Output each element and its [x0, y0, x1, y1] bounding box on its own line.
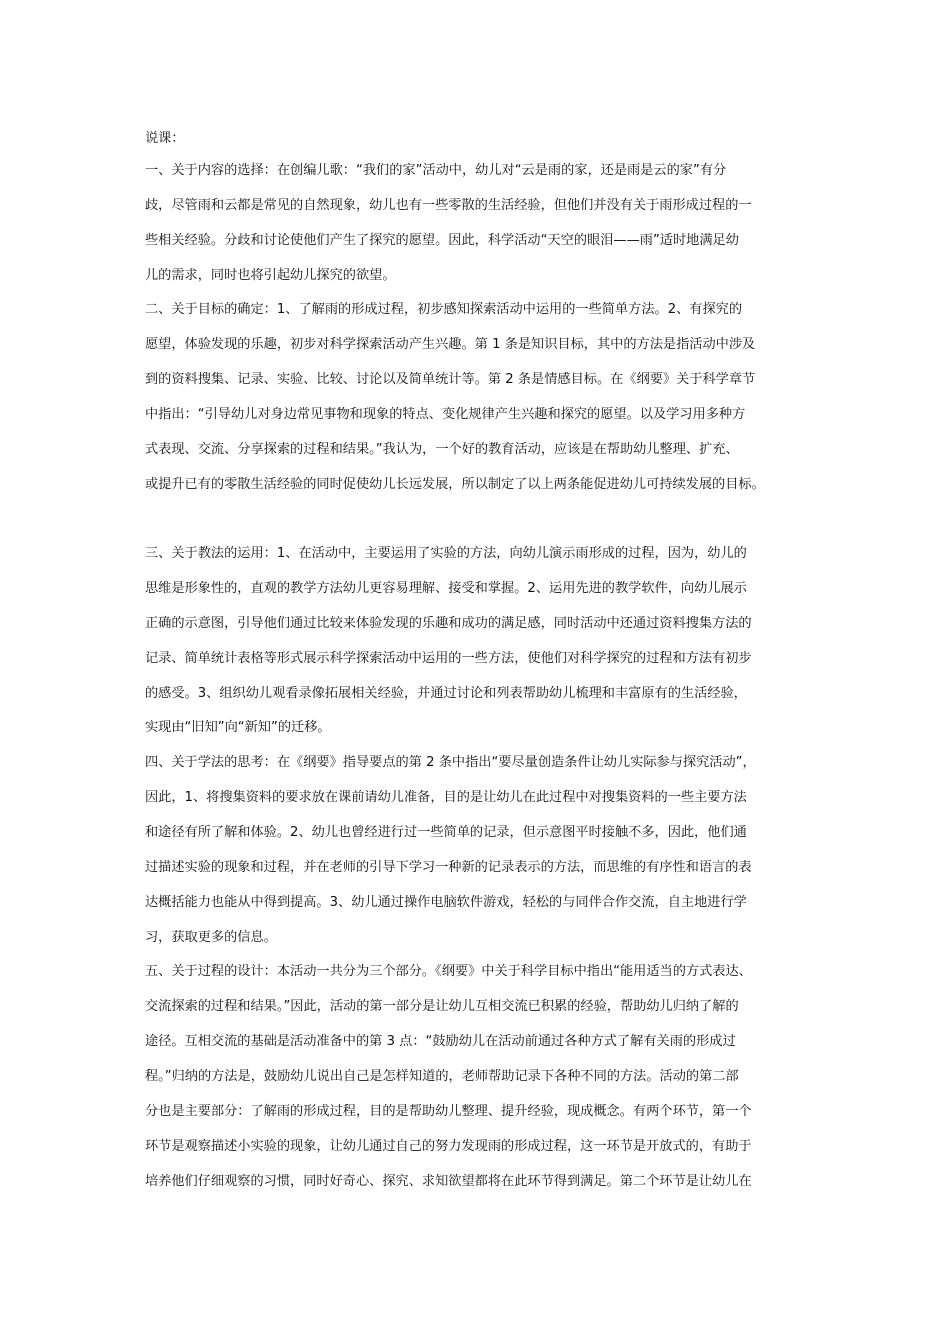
text-line: 中指出：“引导幼儿对身边常见事物和现象的特点、变化规律产生兴趣和探究的愿望。以及学习用多种方	[145, 407, 746, 422]
text-line: 四、关于学法的思考：在《纲要》指导要点的第 2 条中指出“要尽量创造条件让幼儿实际参与探究活动”，	[145, 755, 756, 770]
text-line: 的感受。3、组织幼儿观看录像拓展相关经验，并通过讨论和列表帮助幼儿梳理和丰富原有的生活经验，	[145, 686, 747, 701]
text-line: 交流探索的过程和结果。”因此，活动的第一部分是让幼儿互相交流已积累的经验，帮助幼儿归纳了解的	[145, 999, 739, 1014]
text-line: 途径。互相交流的基础是活动准备中的第 3 点：“鼓励幼儿在活动前通过各种方式了解有关雨的形成过	[145, 1034, 736, 1049]
text-line: 正确的示意图，引导他们通过比较来体验发现的乐趣和成功的满足感，同时活动中还通过资料搜集方法的	[145, 616, 752, 631]
document-heading: 说课：	[145, 131, 185, 146]
text-line: 愿望，体验发现的乐趣，初步对科学探索活动产生兴趣。第 1 条是知识目标，其中的方法是指活动中涉及	[145, 337, 756, 352]
text-line: 些相关经验。分歧和讨论使他们产生了探究的愿望。因此，科学活动“天空的眼泪——雨”适时地满足幼	[145, 233, 739, 248]
text-line: 儿的需求，同时也将引起幼儿探究的欲望。	[145, 268, 396, 283]
text-line: 习，获取更多的信息。	[145, 930, 277, 945]
text-line: 三、关于教法的运用：1、在活动中，主要运用了实验的方法，向幼儿演示雨形成的过程，因为，幼儿的	[145, 546, 747, 561]
text-line: 实现由“旧知”向“新知”的迁移。	[145, 720, 331, 735]
text-line: 和途径有所了解和体验。2、幼儿也曾经进行过一些简单的记录，但示意图平时接触不多，因此，他们通	[145, 825, 747, 840]
text-line: 到的资料搜集、记录、实验、比较、讨论以及简单统计等。第 2 条是情感目标。在《纲要》关于科学章节	[145, 372, 756, 387]
text-line: 记录、简单统计表格等形式展示科学探索活动中运用的一些方法，使他们对科学探究的过程和方法有初步	[145, 651, 752, 666]
text-line: 歧，尽管雨和云都是常见的自然现象，幼儿也有一些零散的生活经验，但他们并没有关于雨形成过程的一	[145, 198, 752, 213]
text-line: 思维是形象性的，直观的教学方法幼儿更容易理解、接受和掌握。2、运用先进的教学软件，向幼儿展示	[145, 581, 747, 596]
text-line: 二、关于目标的确定：1、了解雨的形成过程，初步感知探索活动中运用的一些简单方法。2、有探究的	[145, 302, 743, 317]
text-line: 一、关于内容的选择：在创编儿歌：“我们的家”活动中，幼儿对“云是雨的家，还是雨是云的家”有分	[145, 163, 727, 178]
text-line: 程。”归纳的方法是，鼓励幼儿说出自己是怎样知道的，老师帮助记录下各种不同的方法。活动的第二部	[145, 1069, 739, 1084]
text-line: 或提升已有的零散生活经验的同时促使幼儿长远发展，所以制定了以上两条能促进幼儿可持续发展的目标。	[145, 477, 765, 492]
text-line: 因此，1、将搜集资料的要求放在课前请幼儿准备，目的是让幼儿在此过程中对搜集资料的一些主要方法	[145, 790, 747, 805]
text-line: 分也是主要部分：了解雨的形成过程，目的是帮助幼儿整理、提升经验，现成概念。有两个环节，第一个	[145, 1104, 752, 1119]
text-line: 达概括能力也能从中得到提高。3、幼儿通过操作电脑软件游戏，轻松的与同伴合作交流，自主地进行学	[145, 895, 747, 910]
text-line: 式表现、交流、分享探索的过程和结果。”我认为，一个好的教育活动，应该是在帮助幼儿整理、扩充、	[145, 442, 739, 457]
text-line: 过描述实验的现象和过程，并在老师的引导下学习一种新的记录表示的方法，而思维的有序性和语言的表	[145, 860, 752, 875]
text-line: 培养他们仔细观察的习惯，同时好奇心、探究、求知欲望都将在此环节得到满足。第二个环节是让幼儿在	[145, 1174, 752, 1189]
text-line: 环节是观察描述小实验的现象，让幼儿通过自己的努力发现雨的形成过程，这一环节是开放式的，有助于	[145, 1139, 752, 1154]
text-line: 五、关于过程的设计：本活动一共分为三个部分。《纲要》中关于科学目标中指出“能用适当的方式表达、	[145, 964, 752, 979]
